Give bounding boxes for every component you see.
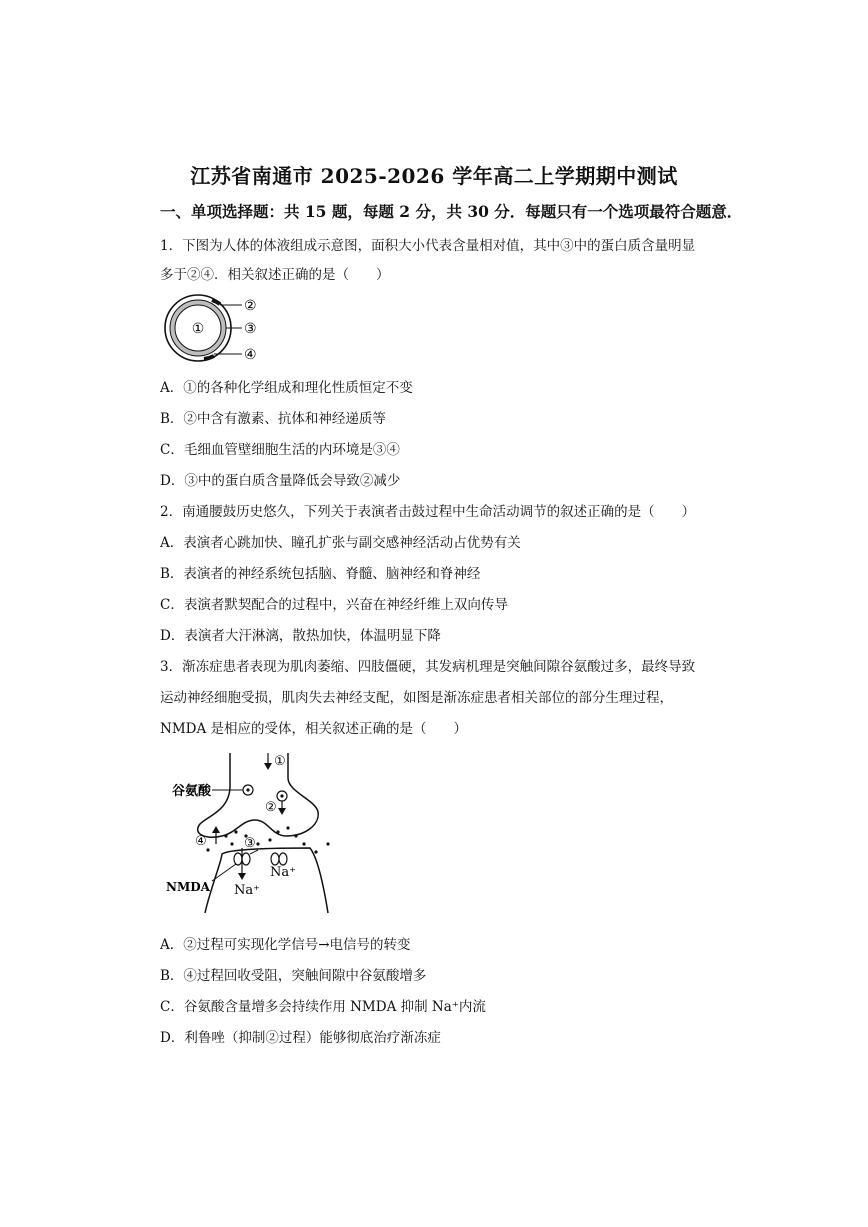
q3-option-b: B．④过程回收受阻，突触间隙中谷氨酸增多 (160, 968, 427, 984)
q2-option-b: B．表演者的神经系统包括脑、脊髓、脑神经和脊神经 (160, 566, 481, 582)
q3-option-a: A．②过程可实现化学信号→电信号的转变 (160, 937, 411, 953)
q3-option-d: D．利鲁唑（抑制②过程）能够彻底治疗渐冻症 (160, 1030, 441, 1046)
q2-stem: 2．南通腰鼓历史悠久，下列关于表演者击鼓过程中生命活动调节的叙述正确的是（ ） (160, 504, 696, 520)
q1-option-d: D．③中的蛋白质含量降低会导致②减少 (160, 473, 401, 489)
q1-stem-line2: 多于②④．相关叙述正确的是（ ） (160, 267, 390, 283)
q1-stem-line1: 1．下图为人体的体液组成示意图，面积大小代表含量相对值，其中③中的蛋白质含量明显 (160, 238, 696, 254)
fluid-label-1: ① (191, 321, 205, 337)
q2-option-c: C．表演者默契配合的过程中，兴奋在神经纤维上双向传导 (160, 597, 508, 613)
q3-stem-line1: 3．渐冻症患者表现为肌肉萎缩、四肢僵硬，其发病机理是突触间隙谷氨酸过多，最终导致 (160, 659, 696, 675)
q3-option-c: C．谷氨酸含量增多会持续作用 NMDA 抑制 Na⁺内流 (160, 999, 486, 1015)
q2-option-a: A．表演者心跳加快、瞳孔扩张与副交感神经活动占优势有关 (160, 535, 521, 551)
q1-option-a: A．①的各种化学组成和理化性质恒定不变 (160, 380, 413, 396)
step-1-label: ① (274, 754, 286, 769)
q2-option-d: D．表演者大汗淋漓，散热加快，体温明显下降 (160, 628, 441, 644)
q3-stem-line3: NMDA 是相应的受体，相关叙述正确的是（ ） (160, 721, 467, 737)
step-2-label: ② (265, 800, 277, 815)
q1-option-c: C．毛细血管壁细胞生活的内环境是③④ (160, 442, 400, 458)
q3-stem-line2: 运动神经细胞受损，肌肉失去神经支配，如图是渐冻症患者相关部位的部分生理过程， (160, 690, 673, 706)
body-fluid-diagram (160, 292, 270, 366)
glutamate-label: 谷氨酸 (172, 784, 212, 799)
q1-option-b: B．②中含有激素、抗体和神经递质等 (160, 411, 386, 427)
fluid-label-2: ② (244, 298, 257, 314)
na-ion-label-left: Na⁺ (234, 883, 260, 898)
exam-title: 江苏省南通市 2025-2026 学年高二上学期期中测试 (190, 164, 678, 188)
synapse-diagram (160, 748, 350, 918)
fluid-label-3: ③ (244, 321, 257, 337)
na-ion-label-right: Na⁺ (270, 865, 296, 880)
fluid-label-4: ④ (244, 347, 257, 363)
step-4-label: ④ (195, 834, 207, 849)
section-heading: 一、单项选择题：共 15 题，每题 2 分，共 30 分．每题只有一个选项最符合题意． (160, 202, 743, 221)
step-3-label: ③ (244, 836, 256, 851)
nmda-label: NMDA (166, 880, 210, 894)
